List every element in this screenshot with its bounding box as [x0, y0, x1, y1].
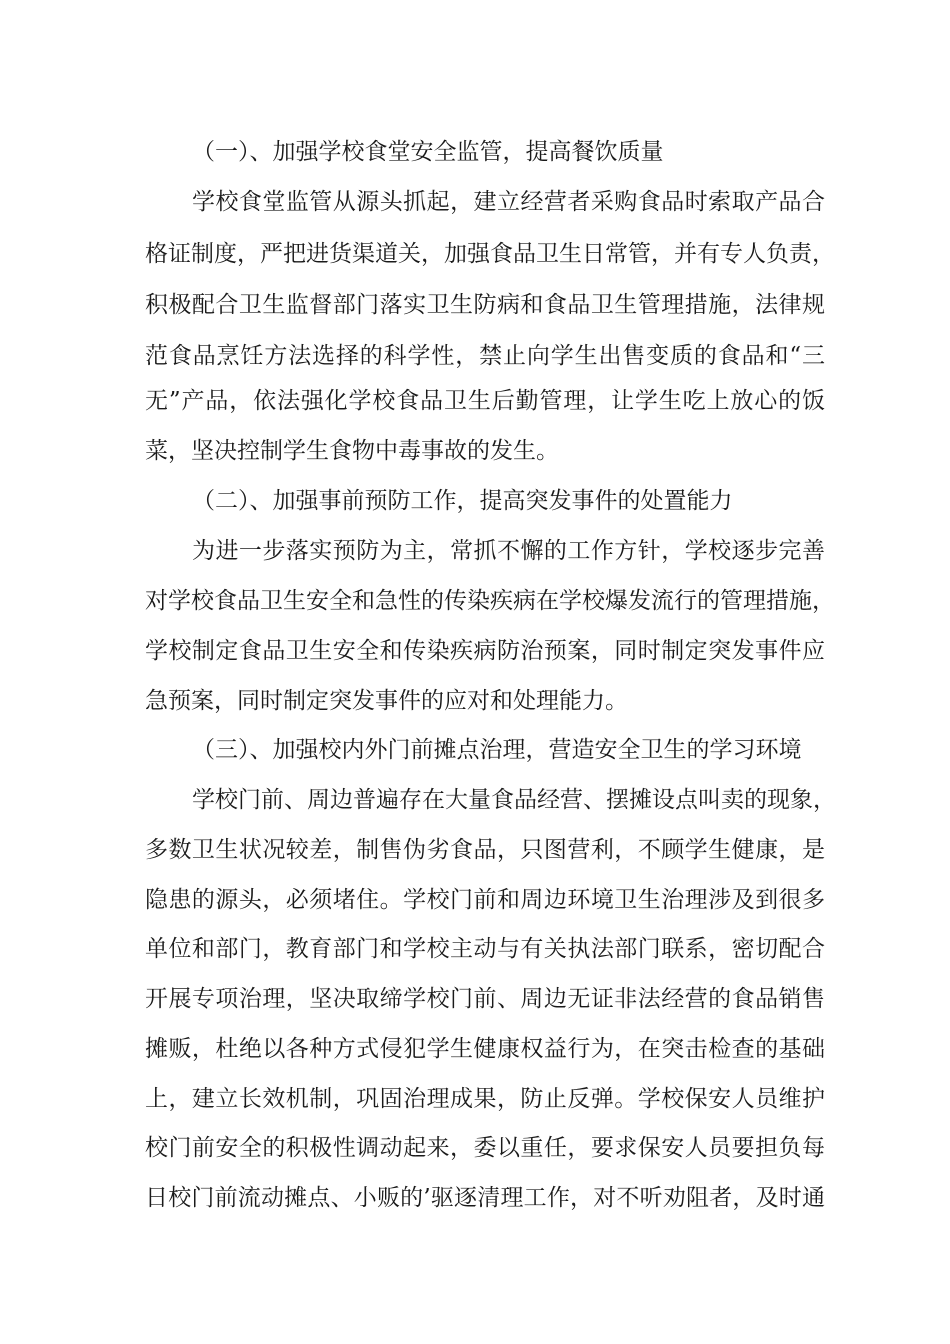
section-2-paragraph-line: 对学校食品卫生安全和急性的传染疾病在学校爆发流行的管理措施， — [145, 588, 835, 614]
section-3-paragraph-line: 校门前安全的积极性调动起来，委以重任，要求保安人员要担负每 — [145, 1135, 825, 1161]
section-3-paragraph-line: 单位和部门，教育部门和学校主动与有关执法部门联系，密切配合 — [145, 936, 825, 962]
section-3-paragraph-line: 学校门前、周边普遍存在大量食品经营、摆摊设点叫卖的现象， — [192, 787, 836, 813]
section-1-paragraph-line: 范食品烹饪方法选择的科学性，禁止向学生出售变质的食品和“三 — [145, 343, 825, 369]
section-3-paragraph-line: 开展专项治理，坚决取缔学校门前、周边无证非法经营的食品销售 — [145, 986, 825, 1012]
section-1-paragraph-line: 无”产品，依法强化学校食品卫生后勤管理，让学生吃上放心的饭 — [145, 388, 825, 414]
section-1-paragraph-line: 积极配合卫生监督部门落实卫生防病和食品卫生管理措施，法律规 — [145, 292, 825, 318]
section-3-paragraph-line: 隐患的源头，必须堵住。学校门前和周边环境卫生治理涉及到很多 — [145, 887, 825, 913]
section-3-heading: （三）、加强校内外门前摊点治理，营造安全卫生的学习环境 — [192, 737, 802, 763]
section-2-paragraph-line: 急预案，同时制定突发事件的应对和处理能力。 — [145, 688, 628, 714]
section-2-paragraph-line: 学校制定食品卫生安全和传染疾病防治预案，同时制定突发事件应 — [145, 638, 825, 664]
section-1-paragraph-line: 学校食堂监管从源头抓起，建立经营者采购食品时索取产品合 — [192, 189, 825, 215]
section-3-paragraph-line: 日校门前流动摊点、小贩的’驱逐清理工作，对不听劝阻者，及时通 — [145, 1185, 825, 1211]
section-3-paragraph-line: 上，建立长效机制，巩固治理成果，防止反弹。学校保安人员维护 — [145, 1086, 825, 1112]
section-2-paragraph-line: 为进一步落实预防为主，常抓不懈的工作方针，学校逐步完善 — [192, 538, 825, 564]
section-1-heading: （一）、加强学校食堂安全监管，提高餐饮质量 — [192, 139, 664, 165]
section-3-paragraph-line: 多数卫生状况较差，制售伪劣食品，只图营利，不顾学生健康，是 — [145, 837, 825, 863]
section-1-paragraph-line: 菜，坚决控制学生食物中毒事故的发生。 — [145, 438, 559, 464]
section-3-paragraph-line: 摊贩，杜绝以各种方式侵犯学生健康权益行为，在突击检查的基础 — [145, 1036, 825, 1062]
section-1-paragraph-line: 格证制度，严把进货渠道关，加强食品卫生日常管，并有专人负责， — [145, 241, 835, 267]
section-2-heading: （二）、加强事前预防工作，提高突发事件的处置能力 — [192, 488, 733, 514]
